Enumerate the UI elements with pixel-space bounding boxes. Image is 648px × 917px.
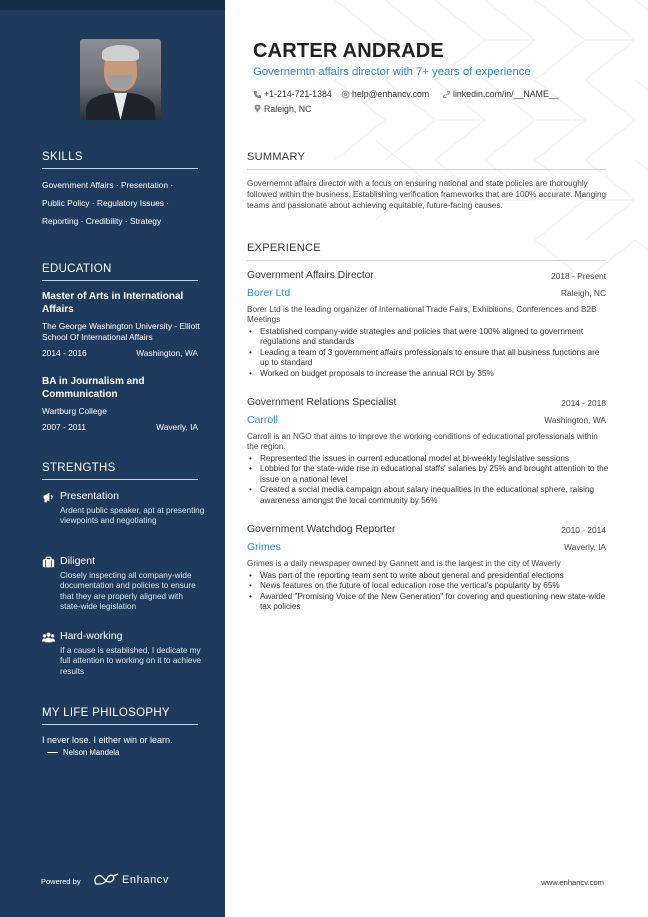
- powered-by-label: Powered by: [41, 877, 81, 886]
- briefcase-icon: [42, 556, 55, 569]
- philosophy-heading: MY LIFE PHILOSOPHY: [42, 707, 198, 725]
- job-location: Raleigh, NC: [560, 288, 606, 298]
- job-description: Borer Ltd is the leading organizer of International Trade Fairs, Exhibitions, Conferences and B2B Meetings: [247, 305, 597, 325]
- job-location: Washington, WA: [544, 415, 606, 425]
- candidate-tagline: Governemtn affairs director with 7+ years of experience: [253, 66, 531, 78]
- people-icon: [42, 631, 55, 644]
- job-company[interactable]: Borer Ltd: [247, 287, 291, 299]
- job-location: Waverly, IA: [564, 542, 606, 552]
- skills-line: Reporting · Credibility · Strategy: [42, 216, 162, 226]
- enhancv-brand[interactable]: Enhancv: [122, 874, 170, 886]
- job-bullet: • Worked on budget proposals to increase the annual ROI by 35%: [247, 369, 609, 379]
- job-description: Grimes is a daily newspaper owned by Gannett and is the largest in the city of Waverly: [247, 559, 561, 568]
- strength-title: Hard-working: [60, 630, 123, 642]
- job-bullet: • Lobbied for the state-wide rise in educational staffs' salaries by 25% and brought attention to the issue on a national level: [247, 464, 609, 485]
- education-degree: BA in Journalism and Communication: [42, 376, 145, 400]
- sidebar: [0, 0, 225, 917]
- quote-dash: [47, 752, 58, 753]
- footer-website-link[interactable]: www.enhancv.com: [541, 878, 604, 887]
- skills-list: [42, 176, 202, 230]
- profile-photo: [80, 39, 161, 120]
- education-dates: 2014 - 2016: [42, 348, 87, 358]
- job-dates: 2018 - Present: [551, 271, 606, 281]
- job-description: Carroll is an NGO that aims to improve the working conditions of educational professionals within the region.: [247, 432, 598, 452]
- strength-description: Ardent public speaker, apt at presenting viewpoints and negotiating: [60, 506, 205, 526]
- strength-description: Closely inspecting all company-wide documentation and policies to ensure that they are properly aligned with state-wide legislation: [60, 571, 196, 612]
- sidebar-top-bar: [0, 0, 225, 10]
- education-dates: 2007 - 2011: [42, 422, 87, 432]
- skills-heading: SKILLS: [42, 151, 198, 169]
- skills-line: Government Affairs · Presentation ·: [42, 180, 174, 190]
- job-company[interactable]: Carroll: [247, 414, 278, 426]
- candidate-name: CARTER ANDRADE: [253, 40, 444, 62]
- education-school: The George Washington University - Elliott School Of International Affairs: [42, 321, 200, 342]
- job-bullets: [247, 454, 609, 506]
- enhancv-logo-icon[interactable]: [94, 872, 120, 886]
- summary-text: Governemnt affairs director with a focus on ensuring national and state policies are thoroughly followed within the business. Establishing verification frameworks that are 100% accurate. Manging teams and passionate about achieving equitable, future-facing causes.: [247, 179, 607, 210]
- experience-heading: EXPERIENCE: [247, 242, 606, 261]
- job-title: Government Affairs Director: [247, 270, 374, 281]
- strength-title: Presentation: [60, 490, 119, 502]
- phone-icon: [253, 90, 262, 99]
- job-bullet: • Leading a team of 3 government affairs professionals to ensure that all business functions are up to standard: [247, 348, 609, 369]
- philosophy-quote: I never lose. I either win or learn.: [42, 735, 173, 745]
- contact-phone[interactable]: +1-214-721-1384: [264, 89, 332, 99]
- link-icon: [442, 90, 451, 99]
- contact-linkedin[interactable]: linkedin.com/in/__NAME__: [453, 89, 559, 99]
- job-bullets: [247, 327, 609, 379]
- quote-author: [47, 748, 119, 757]
- quote-author-name: Nelson Mandela: [63, 748, 120, 757]
- contact-location: Raleigh, NC: [264, 104, 312, 114]
- job-bullet: • Created a social media campaign about salary inequalities in the educational sphere, raising awareness amongst the local community by 56%: [247, 485, 609, 506]
- job-dates: 2010 - 2014: [561, 525, 606, 535]
- education-school: Wartburg College: [42, 406, 107, 416]
- skills-line: Public Policy · Regulatory Issues ·: [42, 198, 170, 208]
- strengths-heading: STRENGTHS: [42, 462, 198, 480]
- strength-title: Diligent: [60, 555, 96, 567]
- job-bullet: • Established company-wide strategies and policies that were 100% aligned to government regulations and standards: [247, 327, 609, 348]
- education-heading: EDUCATION: [42, 263, 198, 281]
- strength-description: If a cause is established, I dedicate my full attention to working on it to achieve results: [60, 646, 202, 676]
- job-dates: 2014 - 2018: [561, 398, 606, 408]
- megaphone-icon: [42, 491, 55, 504]
- education-meta: [42, 348, 198, 358]
- contact-email[interactable]: help@enhancv.com: [352, 89, 430, 99]
- job-bullet: • Awarded "Promising Voice of the New Generation" for covering and questioning new state-wide tax policies: [247, 592, 609, 613]
- job-bullet: • Was part of the reporting team sent to write about general and presidential elections: [247, 571, 609, 581]
- job-title: Government Watchdog Reporter: [247, 524, 396, 535]
- job-company[interactable]: Grimes: [247, 541, 281, 553]
- email-icon: [341, 90, 350, 99]
- job-title: Government Relations Specialist: [247, 397, 397, 408]
- job-bullet: • Represented the issues in current educational model at bi-weekly legislative sessions: [247, 454, 609, 464]
- education-location: Washington, WA: [136, 348, 198, 358]
- education-degree: Master of Arts in International Affairs: [42, 291, 184, 315]
- job-bullets: [247, 571, 609, 613]
- education-location: Waverly, IA: [156, 422, 198, 432]
- location-pin-icon: [253, 104, 262, 113]
- education-meta: [42, 422, 198, 432]
- summary-heading: SUMMARY: [247, 151, 606, 170]
- job-bullet: • News features on the future of local education rose the vertical's popularity by 65%: [247, 581, 609, 591]
